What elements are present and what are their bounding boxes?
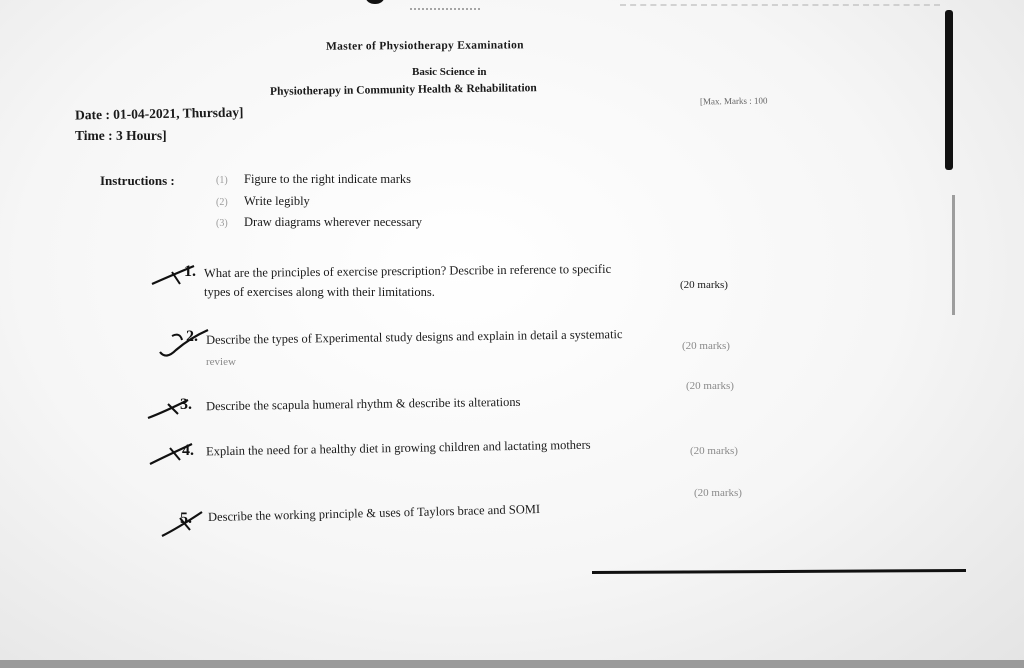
question-2-line-1: Describe the types of Experimental study designs and explain in detail a systematic: [205, 327, 623, 347]
question-5-marks: (20 marks): [694, 487, 742, 499]
exam-title: Master of Physiotherapy Examination: [325, 39, 524, 53]
instruction-text: Figure to the right indicate marks: [244, 172, 411, 186]
instruction-number: (2): [216, 197, 228, 208]
instruction-number: (3): [216, 218, 228, 229]
question-2-marks: (20 marks): [682, 340, 730, 352]
instruction-item: [216, 172, 411, 187]
instructions-label: Instructions :: [100, 173, 175, 188]
instruction-number: (1): [216, 175, 228, 186]
question-4-marks: (20 marks): [690, 445, 738, 457]
max-marks: [Max. Marks : 100: [699, 95, 768, 107]
question-1-line-1: What are the principles of exercise prescription? Describe in reference to specific: [203, 261, 612, 281]
instruction-text: Draw diagrams wherever necessary: [244, 215, 423, 229]
question-3-line-1: Describe the scapula humeral rhythm & describe its alterations: [205, 394, 521, 414]
faint-marks: [410, 8, 480, 12]
faint-marks-right: [620, 4, 940, 9]
instruction-text: Write legibly: [244, 194, 310, 208]
exam-time: Time : 3 Hours]: [75, 128, 167, 143]
question-number: 5.: [180, 510, 192, 527]
question-5-line-1: Describe the working principle & uses of Taylors brace and SOMI: [207, 501, 541, 525]
page-edge-shadow-lower: [952, 195, 955, 315]
question-2-line-2: review: [206, 356, 236, 368]
page-bottom-edge: [0, 660, 1024, 668]
ink-blot: [366, 0, 384, 4]
instruction-item: [216, 215, 422, 230]
exam-subtitle: Basic Science in: [412, 66, 487, 78]
exam-date: Date : 01-04-2021, Thursday]: [74, 104, 244, 123]
page-edge-shadow: [945, 10, 953, 170]
question-1-line-2: types of exercises along with their limitations.: [204, 285, 435, 299]
end-rule: [592, 569, 966, 574]
question-number: 2.: [186, 328, 198, 345]
question-number: 1.: [184, 263, 196, 280]
question-number: 3.: [180, 396, 192, 413]
instruction-item: [216, 194, 310, 209]
exam-subject: Physiotherapy in Community Health & Rehabilitation: [269, 82, 537, 98]
question-number: 4.: [182, 442, 194, 459]
question-4-line-1: Explain the need for a healthy diet in growing children and lactating mothers: [205, 437, 591, 459]
question-1-marks: (20 marks): [680, 279, 728, 291]
question-3-marks: (20 marks): [686, 380, 734, 392]
